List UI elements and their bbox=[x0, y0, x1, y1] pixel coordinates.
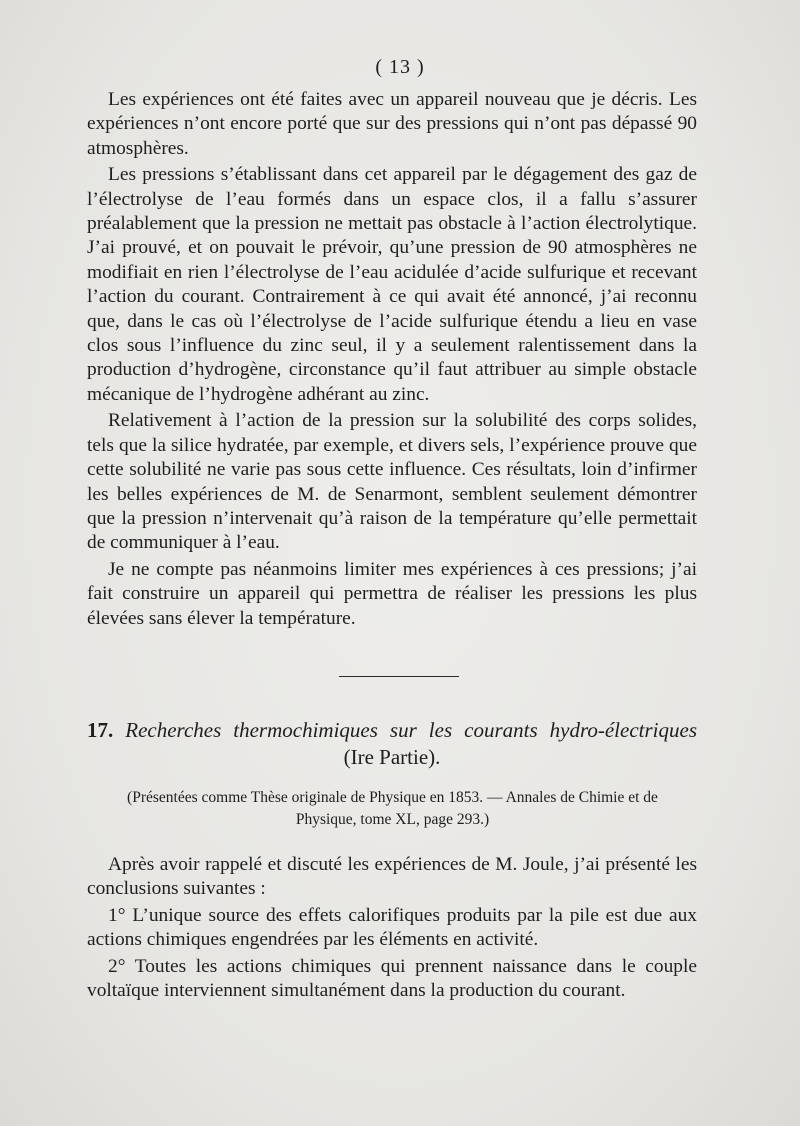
paragraph: 2° Toutes les actions chimiques qui prennent naissance dans le couple voltaïque interviennent simultanément dans la production du courant. bbox=[87, 955, 697, 1002]
section-number: 17. bbox=[87, 718, 114, 742]
paragraph: Relativement à l’action de la pression sur la solubilité des corps solides, tels que la silice hydratée, par exemple, et divers sels, l’expérience prouve que cette solubilité ne varie pas sous cette influence. Ces résultats, loin d’infirmer les belles expériences de M. de Senarmont, semblent seulement démontrer que la pression n’intervenait qu’à raison de la température qu’elle permettait de communiquer à l’eau. bbox=[87, 410, 697, 554]
section-separator-rule bbox=[339, 676, 459, 677]
body-text-top bbox=[87, 88, 697, 631]
page-number: ( 13 ) bbox=[375, 56, 425, 78]
paragraph: Je ne compte pas néanmoins limiter mes expériences à ces pressions; j’ai fait construire un appareil qui permettra de réaliser les pressions les plus élevées sans élever la température. bbox=[87, 558, 697, 629]
section-title: Recherches thermochimiques sur les courants hydro-électriques bbox=[125, 718, 697, 742]
paragraph: Les pressions s’établissant dans cet appareil par le dégagement des gaz de l’électrolyse de l’eau formés dans un espace clos, il a fallu s’assurer préalablement que la pression ne mettait pas obstacle à l’action électrolytique. J’ai prouvé, et on pouvait le prévoir, qu’une pression de 90 atmosphères ne modifiait en rien l’électrolyse de l’eau acidulée d’acide sulfurique et recevant l’action du courant. Contrairement à ce qui avait été annoncé, j’ai reconnu que, dans le cas où l’électrolyse de l’acide sulfurique étendu a lieu en vase clos sous l’influence du zinc seul, il y a seulement ralentissement dans la production d’hydrogène, circonstance qu’il faut attribuer au simple obstacle mécanique de l’hydrogène adhérant au zinc. bbox=[87, 164, 697, 405]
body-text-bottom bbox=[87, 853, 697, 1003]
paragraph: Les expériences ont été faites avec un appareil nouveau que je décris. Les expériences n’ont encore porté que sur des pressions qui n’ont pas dépassé 90 atmosphères. bbox=[87, 89, 697, 159]
section-source-note: (Présentées comme Thèse originale de Physique en 1853. — Annales de Chimie et de Physique, tome XL, page 293.) bbox=[127, 789, 658, 828]
section-heading bbox=[87, 717, 697, 771]
paragraph: 1° L’unique source des effets calorifiques produits par la pile est due aux actions chimiques engendrées par les éléments en activité. bbox=[87, 904, 697, 951]
paragraph: Après avoir rappelé et discuté les expériences de M. Joule, j’ai présenté les conclusions suivantes : bbox=[87, 854, 697, 900]
section-part: (Ire Partie). bbox=[343, 745, 441, 769]
